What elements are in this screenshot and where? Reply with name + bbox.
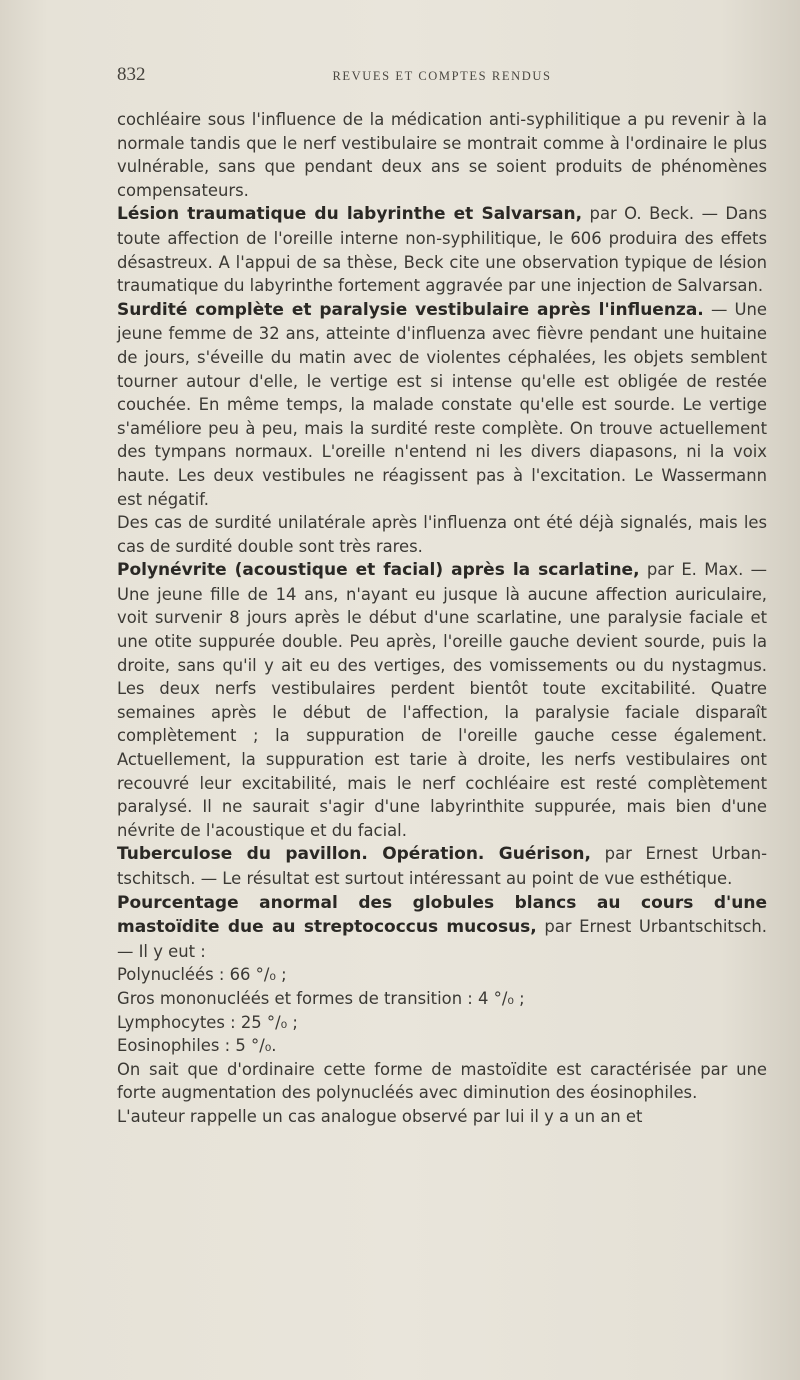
paragraph-8 bbox=[117, 1058, 767, 1105]
paragraph-1-text: cochléaire sous l'influence de la médication anti-syphilitique a pu revenir à la normale tandis que le nerf vestibulaire se montrait comme à l'ordinaire le plus vulnérable, sans que pendant deux ans se soient produits de phénomènes compensateurs. bbox=[117, 110, 767, 200]
paragraph-1 bbox=[117, 108, 767, 202]
paragraph-7 bbox=[117, 891, 767, 964]
section-title-polynevrite: Polynévrite (acoustique et facial) après la scarlatine, bbox=[117, 560, 640, 581]
list-item: Polynucléés : 66 °/₀ ; bbox=[117, 965, 287, 985]
page-header bbox=[117, 64, 767, 88]
page-number: 832 bbox=[117, 64, 146, 85]
paragraph-9-text: L'auteur rappelle un cas analogue observé par lui il y a un an et bbox=[117, 1106, 643, 1126]
paragraph-4 bbox=[117, 511, 767, 558]
section-title-salvarsan: Lésion traumatique du labyrinthe et Salvarsan, bbox=[117, 204, 583, 225]
paragraph-3-text: — Une jeune femme de 32 ans, atteinte d'influenza avec fièvre pendant une huitaine de jours, s'éveille du matin avec de violentes céphalées, les objets semblent tourner autour d'elle, le vertige est si intense qu'elle est obligée de restée couchée. En même temps, la malade constate qu'elle est sourde. Le vertige s'améliore peu à peu, mais la surdité reste complète. On trouve actuellement des tympans normaux. L'oreille n'entend ni les divers diapasons, ni la voix haute. Les deux vestibules ne réagissent pas à l'excitation. Le Wassermann est négatif. bbox=[117, 299, 768, 509]
running-head: REVUES ET COMPTES RENDUS bbox=[332, 69, 552, 83]
section-title-tuberculose: Tuberculose du pavillon. Opération. Guérison, bbox=[117, 844, 591, 865]
article-body bbox=[117, 108, 767, 1129]
list-item: Gros mononucléés et formes de transition : 4 °/₀ ; bbox=[117, 988, 525, 1008]
cell-count-list bbox=[117, 963, 767, 1057]
list-item: Lymphocytes : 25 °/₀ ; bbox=[117, 1012, 298, 1032]
section-title-influenza: Surdité complète et paralysie vestibulaire après l'influenza. bbox=[117, 299, 704, 320]
paragraph-7-text: par Ernest Urbantschitsch. — Il y eut : bbox=[117, 917, 767, 961]
paragraph-3 bbox=[117, 298, 767, 511]
paragraph-9 bbox=[117, 1105, 767, 1129]
paragraph-5 bbox=[117, 558, 767, 842]
paragraph-8-text: On sait que d'ordinaire cette forme de mastoïdite est caractérisée par une forte augmentation des polynucléés avec diminution des éosinophiles. bbox=[117, 1059, 767, 1103]
list-item: Eosinophiles : 5 °/₀. bbox=[117, 1036, 277, 1056]
paragraph-6-text: par Ernest Urban-tschitsch. — Le résultat est surtout intéressant au point de vue esthétique. bbox=[117, 844, 767, 888]
paragraph-4-text: Des cas de surdité unilatérale après l'influenza ont été déjà signalés, mais les cas de surdité double sont très rares. bbox=[117, 513, 767, 556]
paragraph-5-text: par E. Max. — Une jeune fille de 14 ans, n'ayant eu jusque là aucune affection auriculaire, voit survenir 8 jours après le début d'une scarlatine, une paralysie faciale et une otite suppurée double. Peu après, l'oreille gauche devient sourde, puis la droite, sans qu'il y ait eu des vertiges, des vomissements ou du nystagmus. Les deux nerfs vestibulaires perdent bientôt toute excitabilité. Quatre semaines après le début de l'affection, la paralysie faciale disparaît complètement ; la suppuration de l'oreille gauche cesse également. Actuellement, la suppuration est tarie à droite, les nerfs vestibulaires ont recouvré leur excitabilité, mais le nerf cochléaire est resté complètement paralysé. Il ne saurait s'agir d'une labyrinthite suppurée, mais bien d'une névrite de l'acoustique et du facial. bbox=[117, 560, 767, 840]
paragraph-2-text: par O. Beck. — Dans toute affection de l'oreille interne non-syphilitique, le 606 produira des effets désastreux. A l'appui de sa thèse, Beck cite une observation typique de lésion traumatique du labyrinthe fortement aggravée par une injection de Salvarsan. bbox=[117, 204, 767, 296]
section-title-pourcentage: Pourcentage anormal des globules blancs au cours d'une mastoïdite due au streptococcus mucosus, bbox=[117, 892, 767, 938]
paragraph-2 bbox=[117, 202, 767, 297]
paragraph-6 bbox=[117, 842, 767, 890]
